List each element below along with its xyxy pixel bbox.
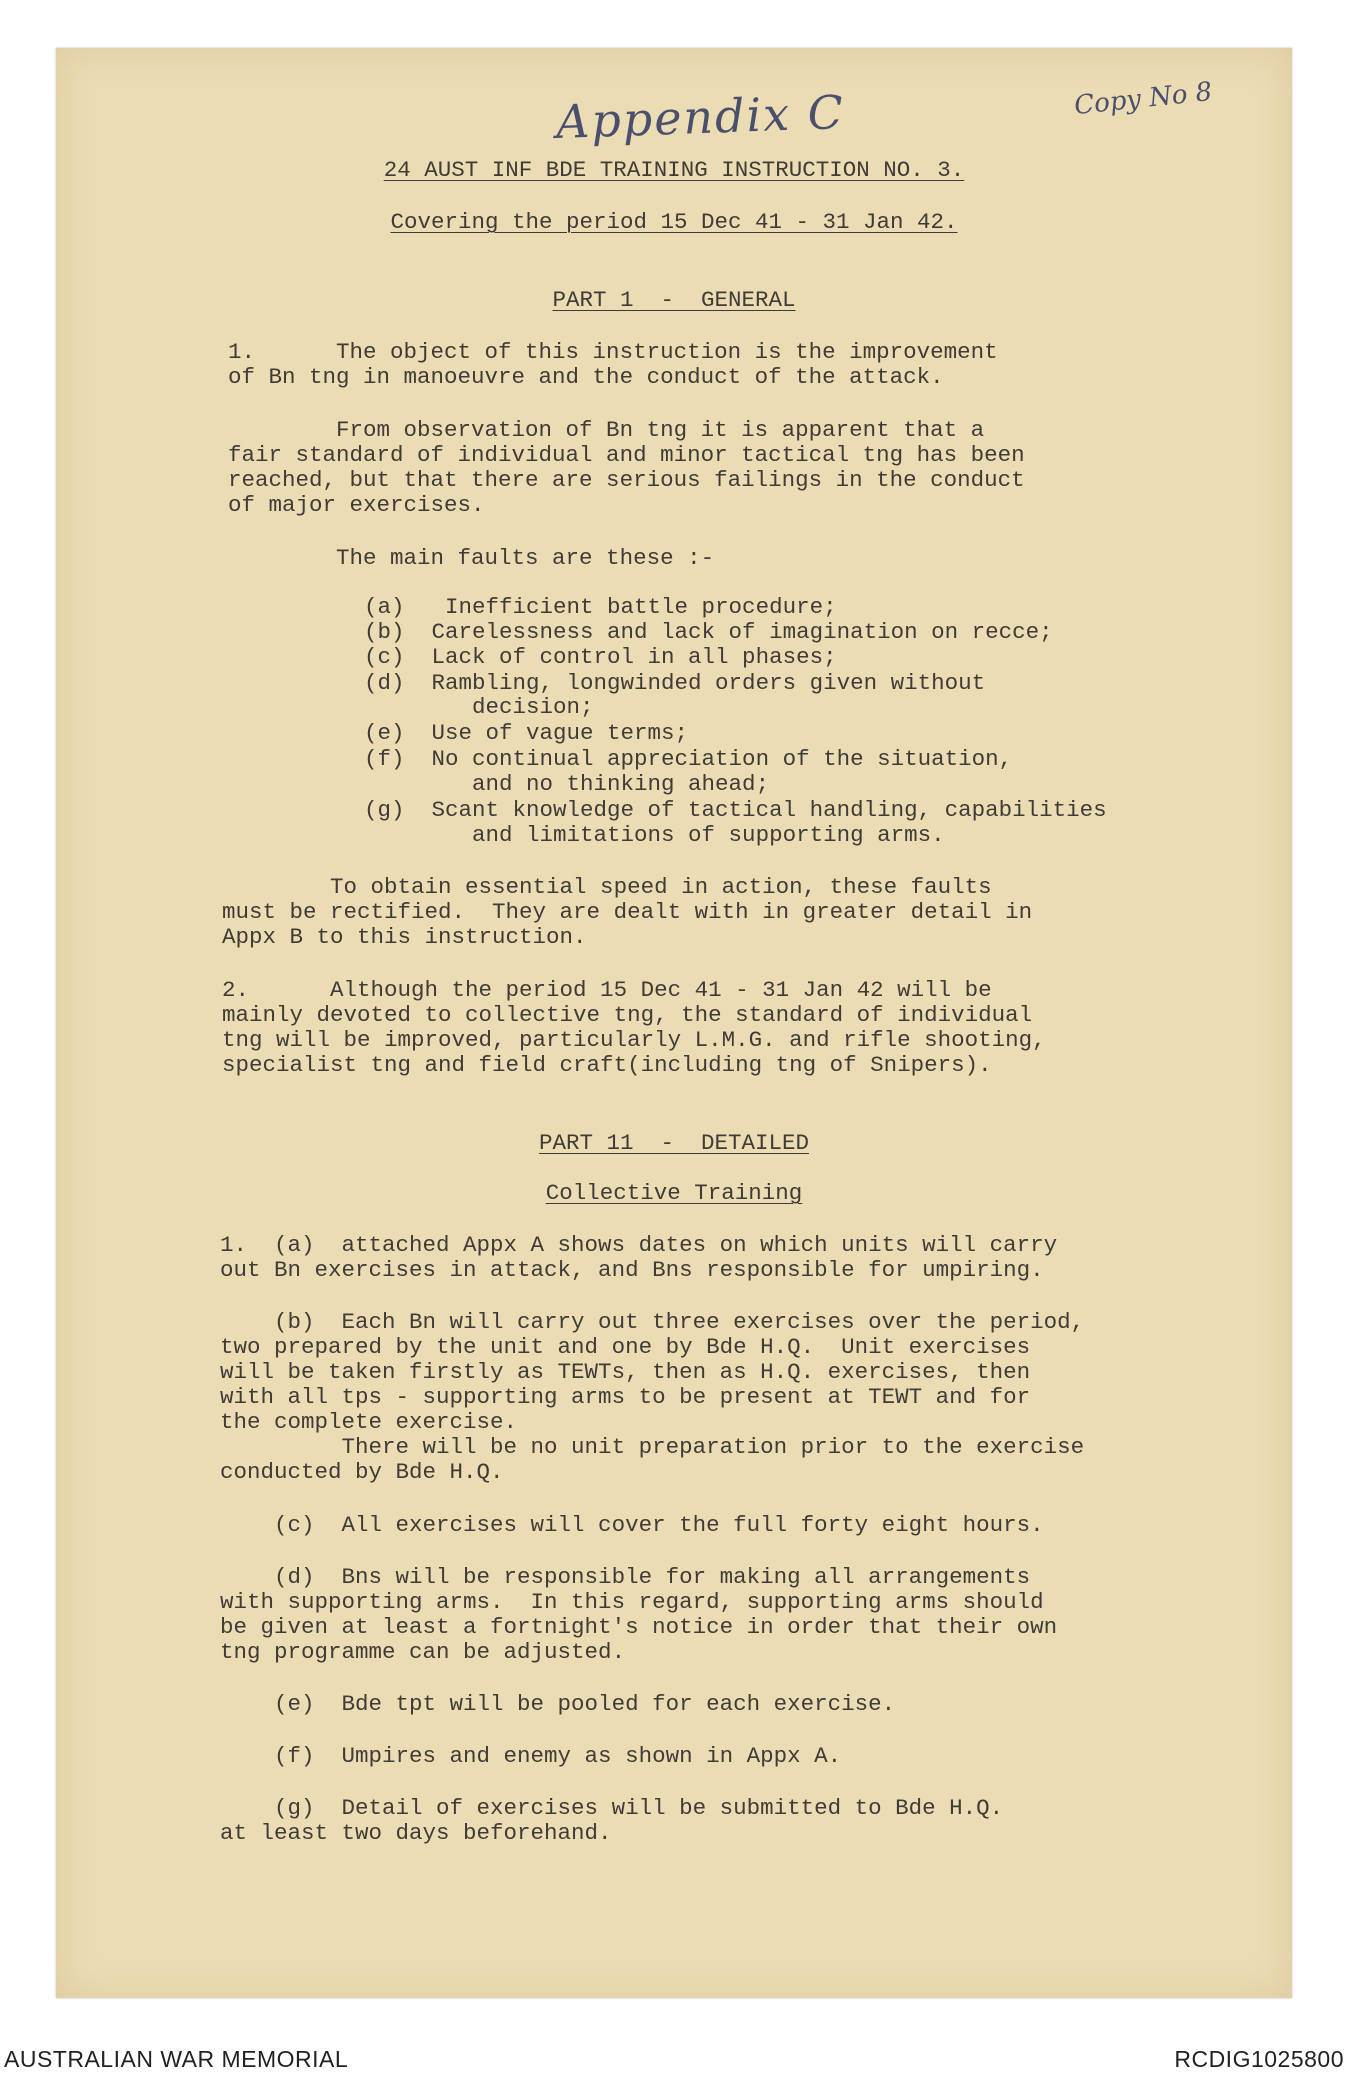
fault-item: (a) Inefficient battle procedure; bbox=[364, 594, 837, 620]
item-b-line2: two prepared by the unit and one by Bde H.Q. Unit exercises bbox=[220, 1334, 1031, 1360]
fault-item: (g) Scant knowledge of tactical handling, capabilities bbox=[364, 797, 1107, 823]
part1-para4-line1: 2. Although the period 15 Dec 41 - 31 Jan 42 will be bbox=[222, 977, 992, 1003]
item-g-line2: at least two days beforehand. bbox=[220, 1820, 612, 1846]
fault-item-continuation: and limitations of supporting arms. bbox=[364, 822, 945, 848]
item-d-line2: with supporting arms. In this regard, supporting arms should bbox=[220, 1589, 1044, 1615]
item-b-line4: with all tps - supporting arms to be present at TEWT and for bbox=[220, 1384, 1031, 1410]
handwritten-copy-number: Copy No 8 bbox=[1072, 76, 1214, 122]
faults-intro: The main faults are these :- bbox=[228, 545, 715, 571]
document-period: Covering the period 15 Dec 41 - 31 Jan 42. bbox=[390, 209, 958, 235]
item-d-line3: be given at least a fortnight's notice in order that their own bbox=[220, 1614, 1058, 1640]
item-c-line1: (c) All exercises will cover the full forty eight hours. bbox=[220, 1512, 1044, 1538]
item-g-line1: (g) Detail of exercises will be submitted to Bde H.Q. bbox=[220, 1795, 1004, 1821]
item-b-line6: There will be no unit preparation prior to the exercise bbox=[220, 1434, 1085, 1460]
part1-para1-line1: 1. The object of this instruction is the improvement bbox=[228, 339, 998, 365]
part1-para4-line2: mainly devoted to collective tng, the standard of individual bbox=[222, 1002, 1033, 1028]
item-a-line2: out Bn exercises in attack, and Bns responsible for umpiring. bbox=[220, 1257, 1044, 1283]
part1-para3-line1: To obtain essential speed in action, these faults bbox=[222, 874, 992, 900]
item-b-line1: (b) Each Bn will carry out three exercises over the period, bbox=[220, 1309, 1085, 1335]
item-b-line5: the complete exercise. bbox=[220, 1409, 518, 1435]
item-e-line1: (e) Bde tpt will be pooled for each exercise. bbox=[220, 1691, 896, 1717]
fault-item-continuation: and no thinking ahead; bbox=[364, 771, 770, 797]
part1-para2-line2: fair standard of individual and minor tactical tng has been bbox=[228, 442, 1025, 468]
part1-para1-line2: of Bn tng in manoeuvre and the conduct of the attack. bbox=[228, 364, 944, 390]
item-d-line1: (d) Bns will be responsible for making all arrangements bbox=[220, 1564, 1031, 1590]
footer-institution: AUSTRALIAN WAR MEMORIAL bbox=[4, 2046, 349, 2072]
document-page bbox=[56, 48, 1292, 1998]
item-b-line7: conducted by Bde H.Q. bbox=[220, 1459, 504, 1485]
fault-item-continuation: decision; bbox=[364, 694, 594, 720]
part1-para2-line3: reached, but that there are serious failings in the conduct bbox=[228, 467, 1025, 493]
item-a-line1: 1. (a) attached Appx A shows dates on which units will carry bbox=[220, 1232, 1058, 1258]
part1-heading: PART 1 - GENERAL bbox=[552, 287, 796, 313]
fault-item: (c) Lack of control in all phases; bbox=[364, 644, 837, 670]
part1-para3-line3: Appx B to this instruction. bbox=[222, 924, 587, 950]
item-d-line4: tng programme can be adjusted. bbox=[220, 1639, 626, 1665]
fault-item: (d) Rambling, longwinded orders given without bbox=[364, 670, 986, 696]
part1-para4-line3: tng will be improved, particularly L.M.G. and rifle shooting, bbox=[222, 1027, 1046, 1053]
fault-item: (b) Carelessness and lack of imagination on recce; bbox=[364, 619, 1053, 645]
part2-subheading: Collective Training bbox=[545, 1180, 803, 1206]
footer-record-id: RCDIG1025800 bbox=[1174, 2046, 1344, 2072]
handwritten-appendix-label: Appendix C bbox=[555, 84, 846, 150]
part1-para2-line4: of major exercises. bbox=[228, 492, 485, 518]
fault-item: (e) Use of vague terms; bbox=[364, 720, 689, 746]
part1-para4-line4: specialist tng and field craft(including tng of Snipers). bbox=[222, 1052, 992, 1078]
document-title: 24 AUST INF BDE TRAINING INSTRUCTION NO. 3. bbox=[383, 157, 965, 183]
part1-para3-line2: must be rectified. They are dealt with in greater detail in bbox=[222, 899, 1033, 925]
part1-para2-line1: From observation of Bn tng it is apparent that a bbox=[228, 417, 985, 443]
item-b-line3: will be taken firstly as TEWTs, then as H.Q. exercises, then bbox=[220, 1359, 1031, 1385]
item-f-line1: (f) Umpires and enemy as shown in Appx A. bbox=[220, 1743, 842, 1769]
part2-heading: PART 11 - DETAILED bbox=[538, 1130, 810, 1156]
fault-item: (f) No continual appreciation of the situation, bbox=[364, 746, 1013, 772]
